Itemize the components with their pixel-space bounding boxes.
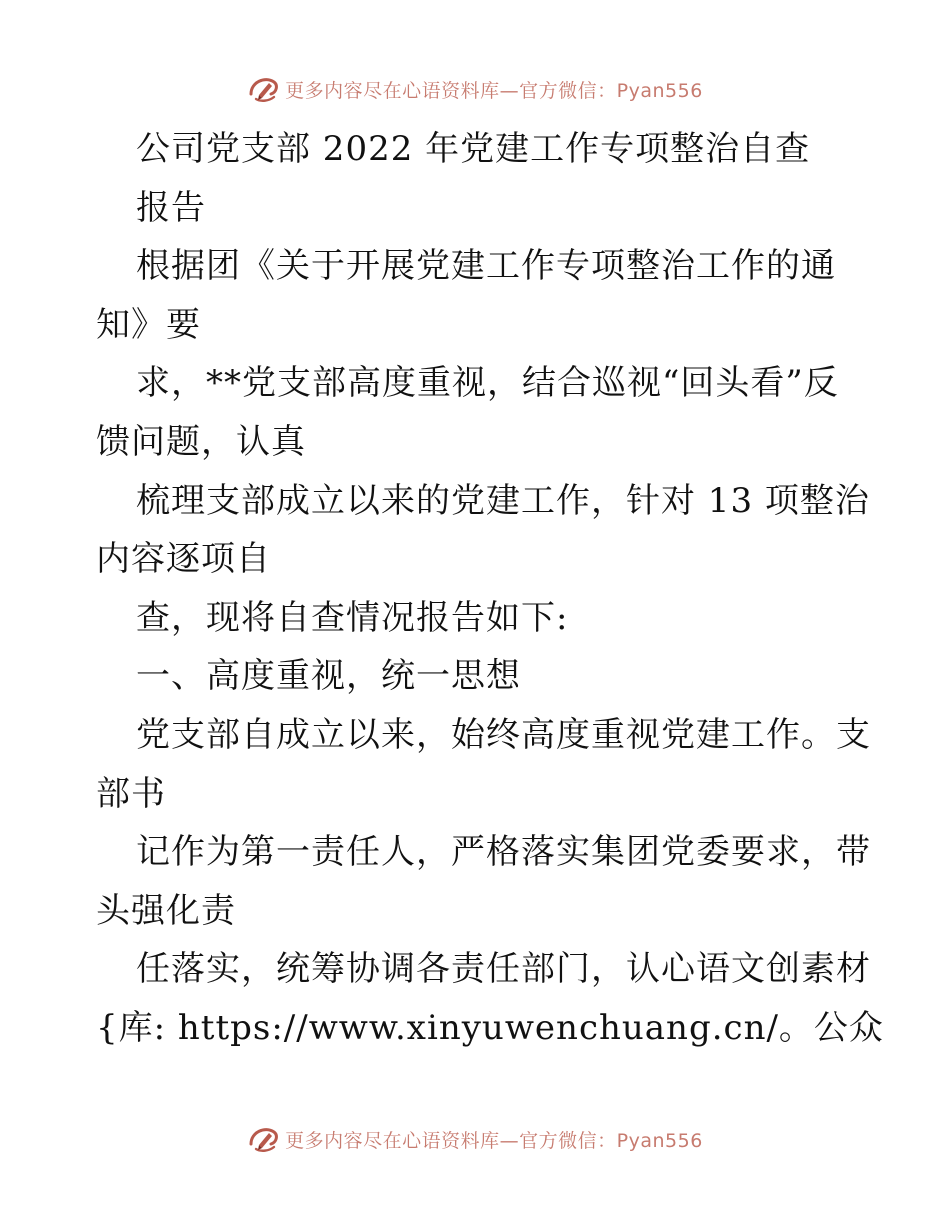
footer-watermark (0, 1122, 950, 1156)
text-line: 根据团《关于开展党建工作专项整治工作的通 (136, 246, 836, 287)
text-line: 梳理支部成立以来的党建工作，针对 13 项整治 (136, 480, 870, 521)
text-line: 求，**党支部高度重视，结合巡视“回头看”反 (136, 363, 839, 404)
watermark-text: 更多内容尽在心语资料库—官方微信：Pyan556 (285, 1129, 703, 1152)
section-heading: 一、高度重视，统一思想 (136, 656, 521, 697)
text-line: 馈问题，认真 (96, 421, 306, 462)
pen-swirl-icon (247, 72, 281, 106)
header-watermark (0, 72, 950, 106)
text-line: 报告 (136, 187, 206, 228)
text-line: {库: https://www.xinyuwenchuang.cn/。公众 (96, 1007, 884, 1048)
text-line: 内容逐项自 (96, 539, 271, 580)
document-body (96, 120, 884, 1058)
text-line: 部书 (96, 773, 166, 814)
text-line: 记作为第一责任人，严格落实集团党委要求，带 (136, 832, 871, 873)
pen-swirl-icon (247, 1122, 281, 1156)
text-line: 任落实，统筹协调各责任部门，认心语文创素材 (136, 949, 871, 990)
text-line: 查，现将自查情况报告如下: (136, 597, 569, 638)
text-line: 党支部自成立以来，始终高度重视党建工作。支 (136, 714, 871, 755)
text-line: 头强化责 (96, 890, 236, 931)
watermark-text: 更多内容尽在心语资料库—官方微信：Pyan556 (285, 79, 703, 102)
text-line: 知》要 (96, 304, 201, 345)
text-line: 公司党支部 2022 年党建工作专项整治自查 (136, 129, 811, 169)
